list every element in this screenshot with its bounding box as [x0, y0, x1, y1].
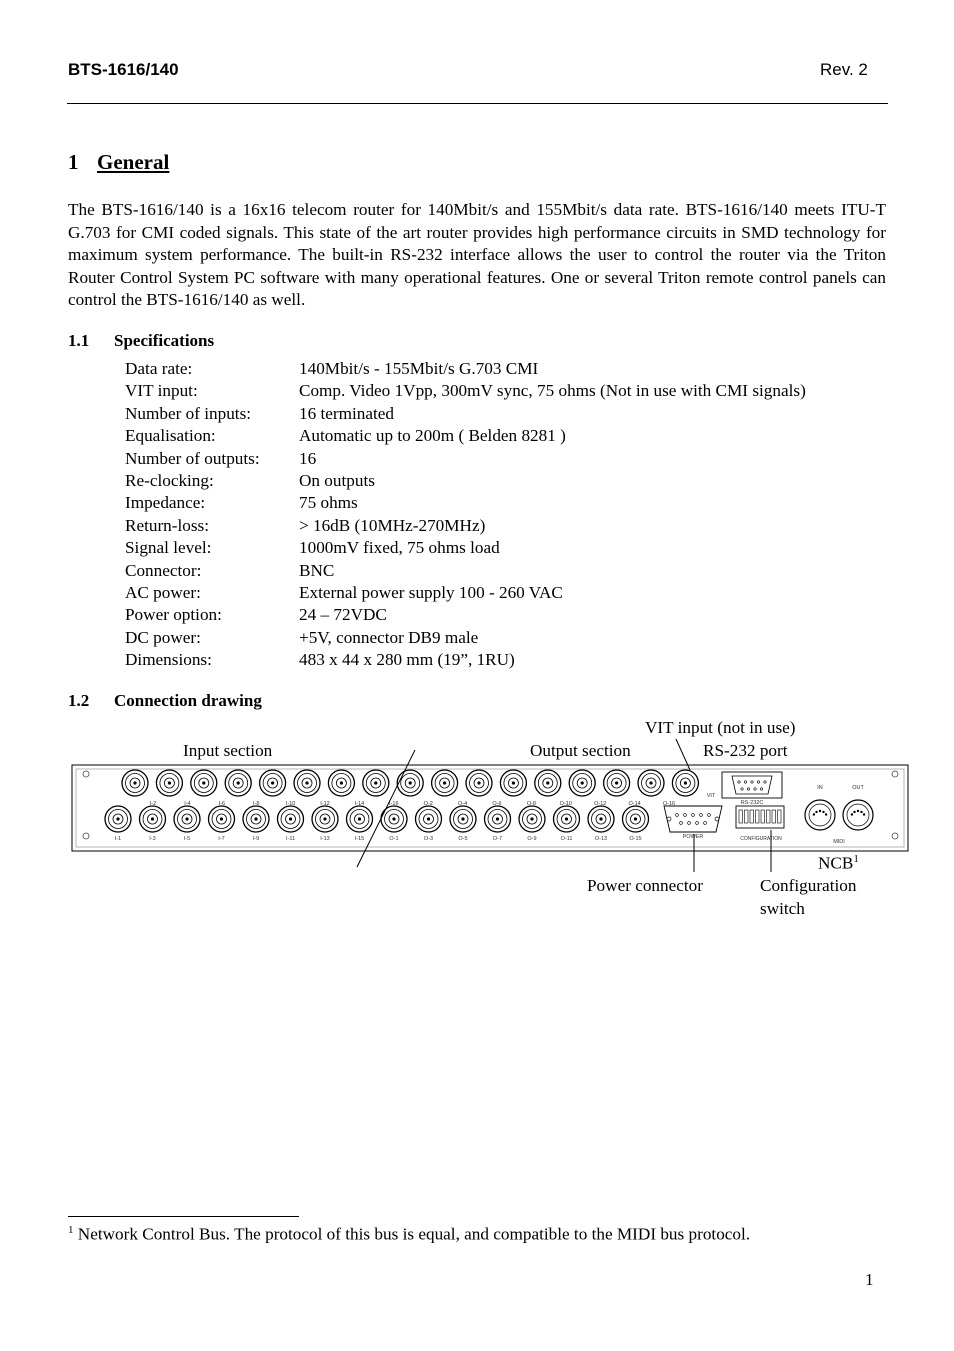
- bnc-connector-icon: [466, 770, 492, 796]
- panel-label: I-13: [320, 836, 330, 842]
- section-number: 1: [68, 150, 79, 174]
- screw-icon: [715, 817, 719, 821]
- spec-value: 1000mV fixed, 75 ohms load: [299, 538, 500, 558]
- panel-label: POWER: [682, 834, 704, 840]
- mount-hole-icon: [892, 771, 898, 777]
- spec-value: > 16dB (10MHz-270MHz): [299, 515, 486, 535]
- bnc-connector-icon: [363, 770, 389, 796]
- panel-label: O-6: [492, 801, 502, 807]
- bnc-connector-icon: [312, 806, 338, 832]
- bnc-connector-icon: [156, 770, 182, 796]
- switch-label: switch: [760, 899, 805, 918]
- bnc-connector-icon: [243, 806, 269, 832]
- panel-label: O-5: [458, 836, 468, 842]
- bnc-connector-icon: [604, 770, 630, 796]
- ncb-footnote-marker: 1: [853, 853, 859, 865]
- panel-label: CONFIGURATION: [740, 836, 782, 842]
- spec-label: Data rate:: [125, 359, 193, 378]
- panel-label: I-10: [285, 801, 296, 807]
- panel-label: O-14: [628, 801, 641, 807]
- bnc-connector-icon: [500, 770, 526, 796]
- spec-label: Signal level:: [125, 538, 212, 558]
- bnc-connector-icon: [328, 770, 354, 796]
- intro-paragraph: The BTS-1616/140 is a 16x16 telecom router for 140Mbit/s and 155Mbit/s data rate. BTS-1616/140 meets ITU-T G.703 for CMI coded signals. This state of the art router provides high performance circuits in SMD technology for maximum system performance. The built-in RS-232 interface allows the user to control the router via the Triton Router Control System PC software with many operational features. One or several Triton remote control panels can control the BTS-1616/140 as well.: [68, 200, 886, 309]
- spec-value: 24 – 72VDC: [299, 605, 387, 625]
- panel-label: I-1: [114, 836, 122, 842]
- panel-label: O-11: [560, 836, 573, 842]
- screw-icon: [667, 817, 671, 821]
- spec-label: Equalisation:: [125, 426, 216, 446]
- panel-label: I-15: [354, 836, 365, 842]
- dip-switch-frame-icon: [736, 806, 784, 828]
- bnc-connector-icon: [554, 806, 580, 832]
- configuration-label: Configuration: [760, 876, 857, 895]
- bnc-connector-icon: [569, 770, 595, 796]
- panel-label: MIDI: [833, 839, 845, 845]
- panel-label: I-8: [252, 801, 260, 807]
- spec-value: On outputs: [299, 471, 375, 491]
- page-number: 1: [865, 1270, 874, 1289]
- bnc-connector-icon: [416, 806, 442, 832]
- bnc-connector-icon: [105, 806, 131, 832]
- panel-label: O-13: [594, 836, 608, 842]
- power-db9-connector: [664, 806, 722, 832]
- bnc-connector-icon: [638, 770, 664, 796]
- bnc-connectors: [105, 770, 698, 832]
- bnc-connector-icon: [485, 806, 511, 832]
- spec-label: Dimensions:: [125, 650, 212, 670]
- spec-value: 75 ohms: [299, 493, 358, 513]
- panel-label: O-1: [389, 836, 399, 842]
- mount-hole-icon: [892, 833, 898, 839]
- midi-connectors: [805, 800, 873, 830]
- bnc-connector-icon: [260, 770, 286, 796]
- spec-value: Automatic up to 200m ( Belden 8281 ): [299, 426, 566, 446]
- panel-label: I-14: [354, 801, 365, 807]
- db9-shell-icon: [732, 776, 772, 794]
- bnc-connector-icon: [588, 806, 614, 832]
- mount-hole-icon: [83, 771, 89, 777]
- bnc-connector-icon: [278, 806, 304, 832]
- spec-label: Re-clocking:: [125, 471, 214, 491]
- panel-label: I-6: [218, 801, 226, 807]
- panel-label: O-10: [559, 801, 572, 807]
- panel-label: I-4: [184, 801, 191, 807]
- panel-label: I-9: [252, 836, 260, 842]
- panel-label: IN: [817, 785, 823, 791]
- spec-label: AC power:: [125, 583, 201, 603]
- mount-hole-icon: [83, 833, 89, 839]
- panel-label: O-2: [423, 801, 433, 807]
- db9-pins: [738, 781, 766, 790]
- bnc-connector-icon: [174, 806, 200, 832]
- midi-in-inner-icon: [809, 804, 831, 826]
- footnote-text: Network Control Bus. The protocol of this bus is equal, and compatible to the MIDI bus protocol.: [77, 1224, 751, 1244]
- rs232-db9-connector: [722, 772, 782, 798]
- panel-label: I-11: [285, 836, 296, 842]
- midi-out-inner-icon: [847, 804, 869, 826]
- revision: Rev. 2: [820, 60, 868, 79]
- spec-value: Comp. Video 1Vpp, 300mV sync, 75 ohms (Not in use with CMI signals): [299, 381, 806, 401]
- section-divider-callout-line: [354, 750, 415, 867]
- bnc-connector-icon: [347, 806, 373, 832]
- spec-label: Impedance:: [125, 493, 206, 513]
- panel-label: O-16: [662, 801, 676, 807]
- panel-label: I-7: [218, 836, 225, 842]
- configuration-dip-switch: [736, 806, 784, 828]
- midi-out-icon: [843, 800, 873, 830]
- spec-value: External power supply 100 - 260 VAC: [299, 583, 563, 603]
- panel-label: VIT: [706, 793, 716, 799]
- panel-label: O-4: [458, 801, 468, 807]
- bnc-connector-icon: [450, 806, 476, 832]
- bnc-connector-icon: [191, 770, 217, 796]
- input-section-label: Input section: [183, 741, 273, 760]
- vit-input-label: VIT input (not in use): [645, 718, 796, 737]
- midi-pins: [813, 810, 866, 816]
- panel-label: O-15: [629, 836, 642, 842]
- subsection-number: 1.2: [68, 691, 90, 710]
- panel-label: RS-232C: [740, 800, 764, 806]
- footnote: [68, 1224, 750, 1245]
- bnc-connector-icon: [535, 770, 561, 796]
- spec-value: 483 x 44 x 280 mm (19”, 1RU): [299, 650, 515, 670]
- spec-value: 16: [299, 448, 317, 468]
- footnote-divider: [68, 1216, 299, 1217]
- bnc-connector-icon: [519, 806, 545, 832]
- bnc-connector-icon: [294, 770, 320, 796]
- bnc-connector-icon: [140, 806, 166, 832]
- output-section-label: Output section: [530, 741, 631, 760]
- bnc-connector-icon: [672, 770, 698, 796]
- panel-label: OUT: [852, 785, 864, 791]
- bnc-connector-icon: [397, 770, 423, 796]
- bnc-connector-icon: [209, 806, 235, 832]
- spec-label: Number of outputs:: [125, 448, 260, 468]
- document-id: BTS-1616/140: [68, 60, 179, 79]
- dip-switch-levers: [739, 810, 781, 823]
- midi-in-icon: [805, 800, 835, 830]
- bnc-connector-icon: [225, 770, 251, 796]
- panel-label: I-5: [183, 836, 191, 842]
- spec-label: Number of inputs:: [125, 403, 252, 423]
- bnc-connector-icon: [432, 770, 458, 796]
- panel-label: I-16: [389, 801, 399, 807]
- spec-value: BNC: [299, 560, 335, 580]
- panel-label: I-3: [149, 836, 156, 842]
- section-title: General: [97, 150, 170, 174]
- spec-value: 16 terminated: [299, 403, 394, 423]
- bnc-connector-icon: [122, 770, 148, 796]
- spec-value: 140Mbit/s - 155Mbit/s G.703 CMI: [299, 359, 539, 378]
- panel-label: I-2: [149, 801, 157, 807]
- panel-label: O-8: [526, 801, 536, 807]
- panel-label: O-9: [527, 836, 537, 842]
- subsection-number: 1.1: [68, 331, 90, 350]
- db9-pins: [676, 814, 711, 825]
- footnote-marker: 1: [68, 1224, 74, 1236]
- bnc-connector-icon: [623, 806, 649, 832]
- spec-label: Return-loss:: [125, 515, 210, 535]
- panel-label: O-7: [492, 836, 503, 842]
- power-connector-label: Power connector: [587, 876, 703, 895]
- panel-label: I-12: [320, 801, 330, 807]
- subsection-title: Specifications: [114, 331, 215, 350]
- panel-label: O-12: [594, 801, 607, 807]
- panel-label: O-3: [423, 836, 434, 842]
- spec-label: Power option:: [125, 605, 222, 625]
- spec-label: Connector:: [125, 560, 202, 580]
- db9-shell-icon: [664, 806, 722, 832]
- spec-label: VIT input:: [125, 381, 198, 401]
- rs232-port-label: RS-232 port: [703, 741, 788, 760]
- subsection-title: Connection drawing: [114, 691, 262, 710]
- spec-label: DC power:: [125, 627, 201, 647]
- spec-value: +5V, connector DB9 male: [299, 627, 479, 647]
- ncb-text: NCB: [818, 853, 854, 873]
